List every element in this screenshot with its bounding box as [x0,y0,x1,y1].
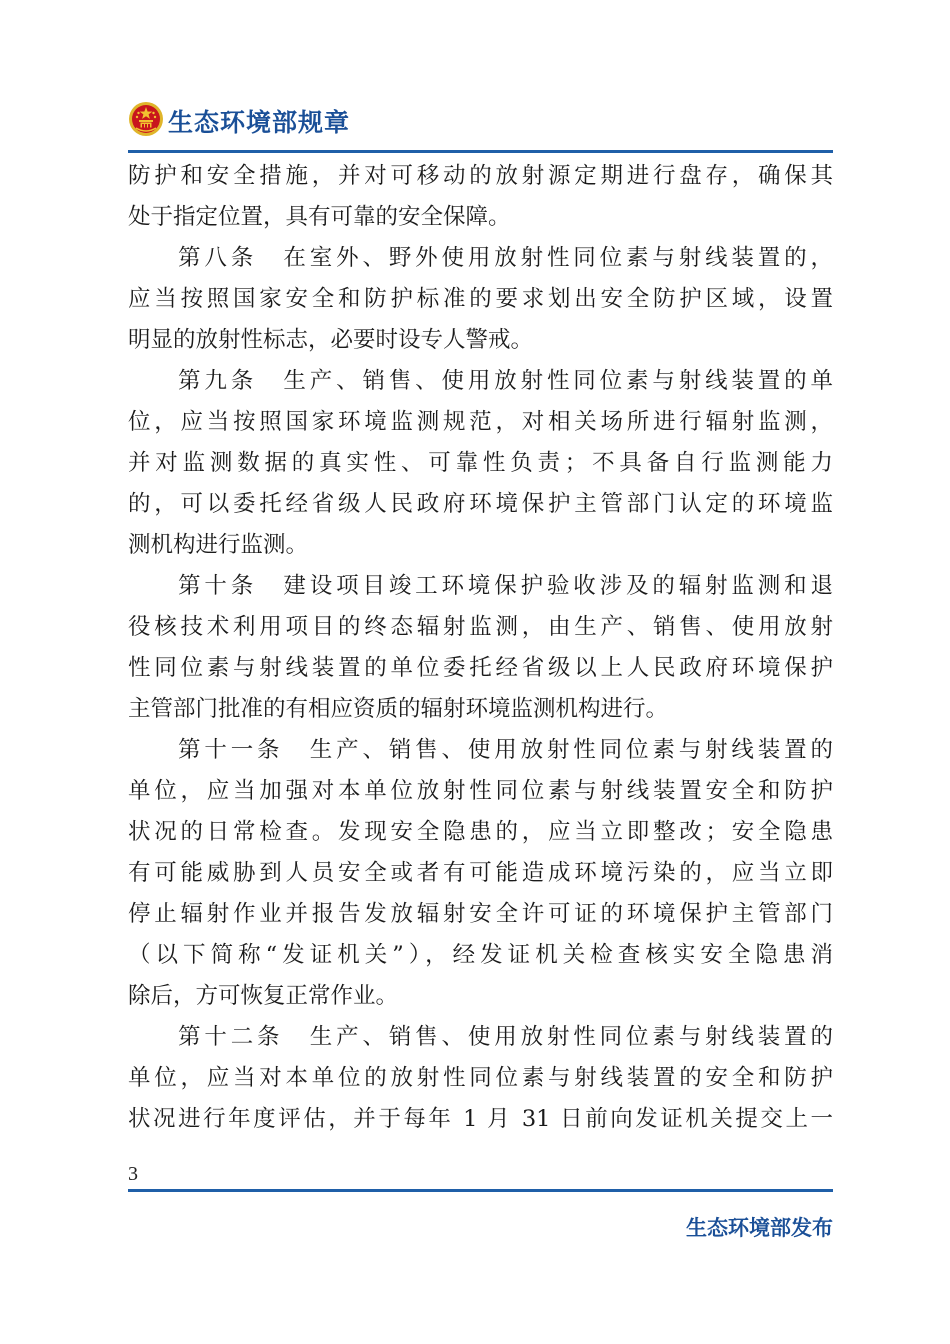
article-12-start: 第十二条 生产、销售、使用放射性同位素与射线装置的 [178,1024,833,1050]
text-line: 单位，应当对本单位的放射性同位素与射线装置的安全和防护 [128,1065,833,1091]
header-title: 生态环境部规章 [168,108,351,137]
text-line: 单位，应当加强对本单位放射性同位素与射线装置安全和防护 [128,778,833,804]
header-divider [128,150,833,153]
text-line: 除后，方可恢复正常作业。 [128,983,399,1009]
text-line: 测机构进行监测。 [128,532,309,558]
article-11-start: 第十一条 生产、销售、使用放射性同位素与射线装置的 [178,737,833,763]
text-line: 防护和安全措施，并对可移动的放射源定期进行盘存，确保其 [128,163,833,189]
text-line: 役核技术利用项目的终态辐射监测，由生产、销售、使用放射 [128,614,833,640]
article-8-start: 第八条 在室外、野外使用放射性同位素与射线装置的， [178,245,833,271]
text-line: 停止辐射作业并报告发放辐射安全许可证的环境保护主管部门 [128,901,833,927]
text-line: 处于指定位置，具有可靠的安全保障。 [128,204,511,230]
text-line: 位，应当按照国家环境监测规范，对相关场所进行辐射监测， [128,409,833,435]
article-9-start: 第九条 生产、销售、使用放射性同位素与射线装置的单 [178,368,833,394]
text-line: 并对监测数据的真实性、可靠性负责；不具备自行监测能力 [128,450,833,476]
national-emblem-icon [128,101,164,137]
text-line: 明显的放射性标志，必要时设专人警戒。 [128,327,534,353]
text-line: 的，可以委托经省级人民政府环境保护主管部门认定的环境监 [128,491,833,517]
article-10-start: 第十条 建设项目竣工环境保护验收涉及的辐射监测和退 [178,573,833,599]
footer-publisher: 生态环境部发布 [686,1216,833,1240]
text-line: 状况的日常检查。发现安全隐患的，应当立即整改；安全隐患 [128,819,833,845]
text-line: 性同位素与射线装置的单位委托经省级以上人民政府环境保护 [128,655,833,681]
text-line: （以下简称“发证机关”），经发证机关检查核实安全隐患消 [128,942,833,968]
text-line: 状况进行年度评估，并于每年 1 月 31 日前向发证机关提交上一 [128,1106,833,1132]
text-line: 应当按照国家安全和防护标准的要求划出安全防护区域，设置 [128,286,833,312]
page-header [128,95,833,155]
document-body [128,156,833,1140]
footer-divider [128,1189,833,1192]
text-line: 有可能威胁到人员安全或者有可能造成环境污染的，应当立即 [128,860,833,886]
text-line: 主管部门批准的有相应资质的辐射环境监测机构进行。 [128,696,669,722]
page-number: 3 [128,1163,138,1185]
